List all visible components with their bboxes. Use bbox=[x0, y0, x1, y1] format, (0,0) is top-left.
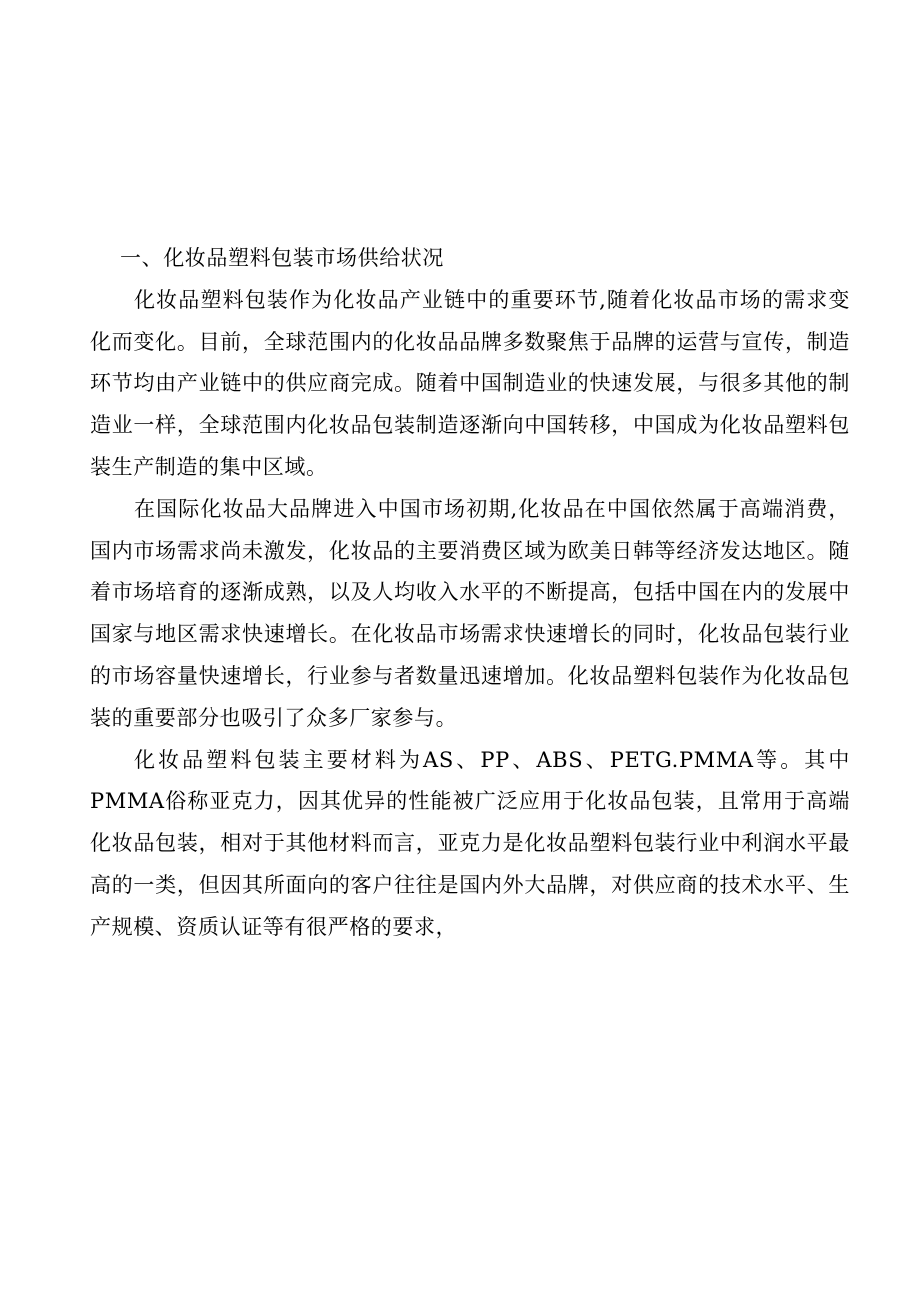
paragraph-supply-overview: 化妆品塑料包装作为化妆品产业链中的重要环节,随着化妆品市场的需求变化而变化。目前，全球范围内的化妆品品牌多数聚焦于品牌的运营与宣传，制造环节均由产业链中的供应商完成。随着中国制造业的快速发展，与很多其他的制造业一样，全球范围内化妆品包装制造逐渐向中国转移，中国成为化妆品塑料包装生产制造的集中区域。 bbox=[90, 287, 850, 479]
paragraph-materials: 化妆品塑料包装主要材料为AS、PP、ABS、PETG.PMMA等。其中PMMA俗称亚克力，因其优异的性能被广泛应用于化妆品包装，且常用于高端化妆品包装，相对于其他材料而言，亚克力是化妆品塑料包装行业中利润水平最高的一类，但因其所面向的客户往往是国内外大品牌，对供应商的技术水平、生产规模、资质认证等有很严格的要求， bbox=[90, 747, 850, 939]
paragraph-market-growth: 在国际化妆品大品牌进入中国市场初期,化妆品在中国依然属于高端消费，国内市场需求尚未激发，化妆品的主要消费区域为欧美日韩等经济发达地区。随着市场培育的逐渐成熟，以及人均收入水平的不断提高，包括中国在内的发展中国家与地区需求快速增长。在化妆品市场需求快速增长的同时，化妆品包装行业的市场容量快速增长，行业参与者数量迅速增加。化妆品塑料包装作为化妆品包装的重要部分也吸引了众多厂家参与。 bbox=[90, 496, 850, 730]
section-heading: 一、化妆品塑料包装市场供给状况 bbox=[120, 246, 444, 270]
document-body bbox=[90, 238, 850, 949]
